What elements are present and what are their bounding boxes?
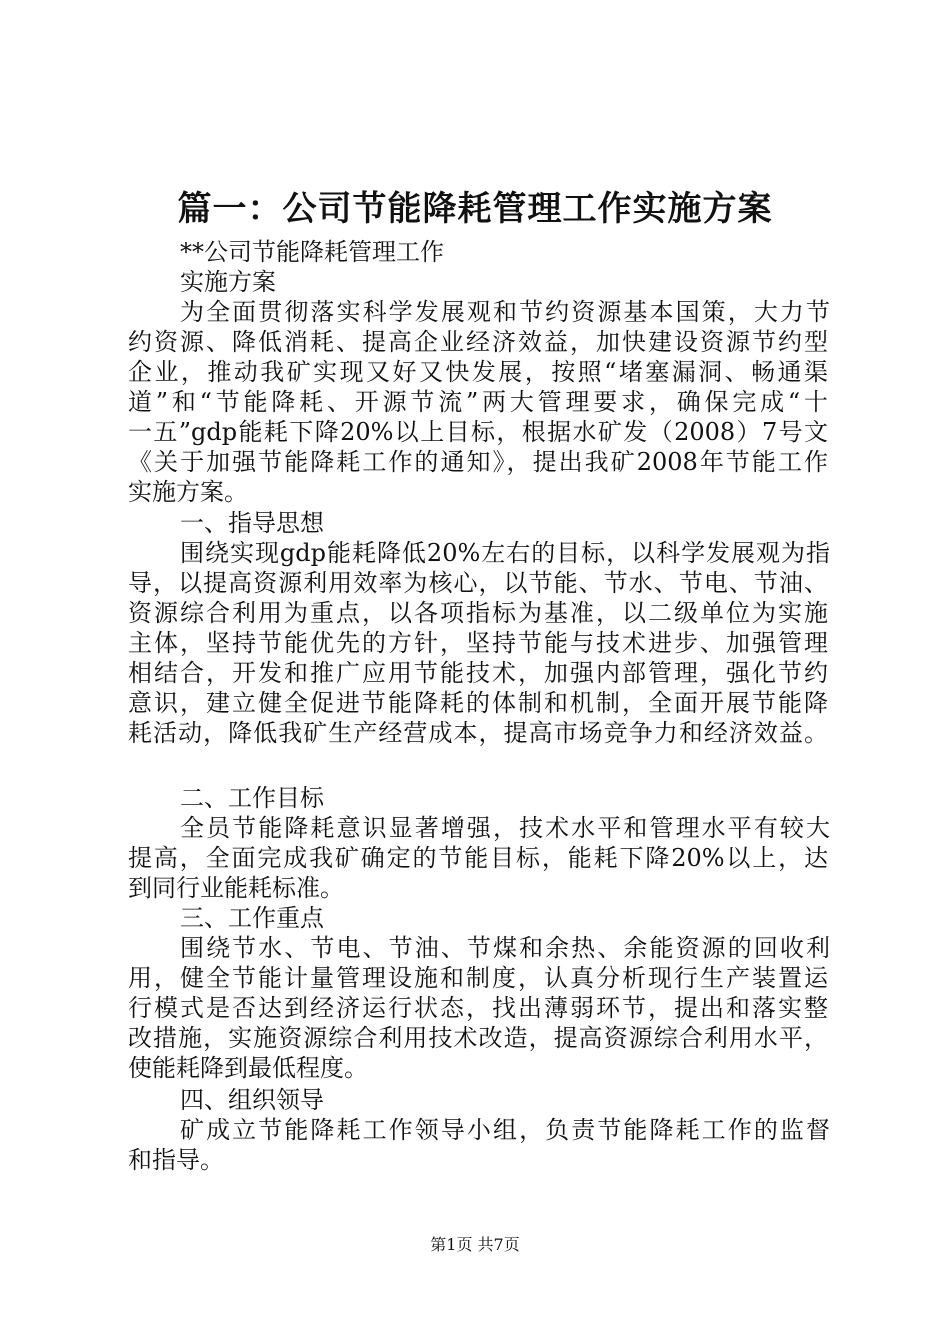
paragraph-line: 提高，全面完成我矿确定的节能目标，能耗下降20%以上，达 bbox=[128, 844, 828, 872]
subtitle-line-1: **公司节能降耗管理工作 bbox=[180, 238, 444, 266]
paragraph-line: 用，健全节能计量管理设施和制度，认真分析现行生产装置运 bbox=[128, 964, 828, 992]
section-heading: 一、指导思想 bbox=[180, 509, 324, 537]
paragraph-line: 一五”gdp能耗下降20%以上目标，根据水矿发（2008）7号文 bbox=[128, 418, 828, 446]
paragraph-line: 和指导。 bbox=[128, 1146, 224, 1174]
section-heading: 三、工作重点 bbox=[180, 904, 324, 932]
paragraph-line: 《关于加强节能降耗工作的通知》，提出我矿2008年节能工作 bbox=[128, 448, 828, 476]
section-heading: 四、组织领导 bbox=[180, 1086, 324, 1114]
paragraph-line: 矿成立节能降耗工作领导小组，负责节能降耗工作的监督 bbox=[180, 1116, 830, 1144]
page-footer: 第1页 共7页 bbox=[430, 1235, 520, 1254]
paragraph-line: 实施方案。 bbox=[128, 478, 248, 506]
paragraph-line: 到同行业能耗标准。 bbox=[128, 874, 344, 902]
paragraph-line: 意识，建立健全促进节能降耗的体制和机制，全面开展节能降 bbox=[128, 689, 828, 717]
paragraph-line: 围绕节水、节电、节油、节煤和余热、余能资源的回收利 bbox=[180, 934, 830, 962]
paragraph-line: 行模式是否达到经济运行状态，找出薄弱环节，提出和落实整 bbox=[128, 994, 828, 1022]
paragraph-line: 资源综合利用为重点，以各项指标为基准，以二级单位为实施 bbox=[128, 599, 828, 627]
document-title: 篇一：公司节能降耗管理工作实施方案 bbox=[177, 189, 773, 229]
paragraph-line: 导，以提高资源利用效率为核心，以节能、节水、节电、节油、 bbox=[128, 569, 828, 597]
paragraph-line: 使能耗降到最低程度。 bbox=[128, 1054, 368, 1082]
paragraph-line: 全员节能降耗意识显著增强，技术水平和管理水平有较大 bbox=[180, 814, 830, 842]
paragraph-line: 企业，推动我矿实现又好又快发展，按照“堵塞漏洞、畅通渠 bbox=[128, 358, 828, 386]
paragraph-line: 耗活动，降低我矿生产经营成本，提高市场竞争力和经济效益。 bbox=[128, 719, 828, 747]
paragraph-line: 围绕实现gdp能耗降低20%左右的目标，以科学发展观为指 bbox=[180, 539, 830, 567]
section-heading: 二、工作目标 bbox=[180, 784, 324, 812]
paragraph-line: 主体，坚持节能优先的方针，坚持节能与技术进步、加强管理 bbox=[128, 629, 828, 657]
paragraph-line: 为全面贯彻落实科学发展观和节约资源基本国策，大力节 bbox=[180, 298, 830, 326]
paragraph-line: 约资源、降低消耗、提高企业经济效益，加快建设资源节约型 bbox=[128, 328, 828, 356]
paragraph-line: 相结合，开发和推广应用节能技术，加强内部管理，强化节约 bbox=[128, 659, 828, 687]
paragraph-line: 改措施，实施资源综合利用技术改造，提高资源综合利用水平， bbox=[128, 1024, 828, 1052]
subtitle-line-2: 实施方案 bbox=[180, 268, 276, 296]
paragraph-line: 道”和“节能降耗、开源节流”两大管理要求，确保完成“十 bbox=[128, 388, 828, 416]
